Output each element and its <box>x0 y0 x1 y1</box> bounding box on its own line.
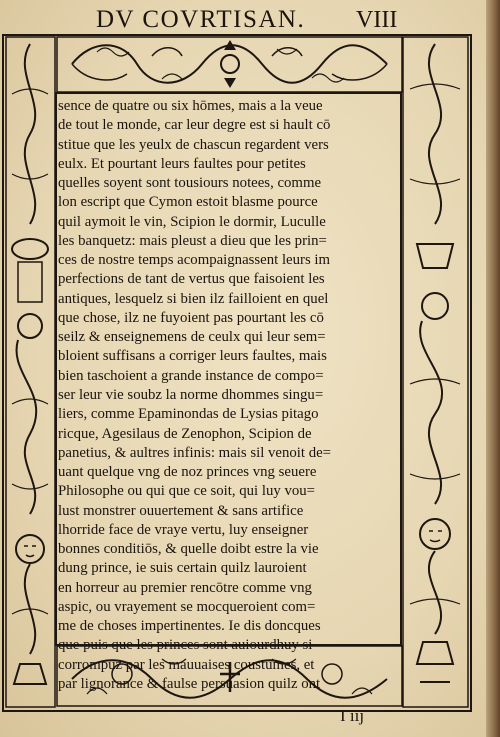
text-line: les banquetz: mais pleust a dieu que les prin= <box>58 232 327 249</box>
text-line: me de choses impertinentes. Ie dis doncques <box>58 618 321 635</box>
text-line: de tout le monde, car leur degre est si hault cō <box>58 117 331 134</box>
text-line: liers, comme Epaminondas de Lysias pitago <box>58 406 319 423</box>
text-line: corrompuz par les mauuaises coustumes, et <box>58 656 315 673</box>
text-line: stitue que les yeulx de chascun regardent vers <box>58 136 329 153</box>
text-line: bonnes conditiōs, & quelle doibt estre la vie <box>58 541 319 558</box>
text-line: lhorride face de vraye vertu, luy enseigner <box>58 521 309 538</box>
text-line: lust monstrer ouuertement & sans artifice <box>58 502 304 519</box>
text-line: ricque, Agesilaus de Zenophon, Scipion de <box>58 425 312 442</box>
text-line: quil aymoit le vin, Scipion le dormir, Luculle <box>58 213 326 230</box>
text-line: Philosophe ou qui que ce soit, qui luy vou= <box>58 483 316 500</box>
text-line: en horreur au premier rencōtre comme vng <box>58 579 312 596</box>
text-line: eulx. Et pourtant leurs faultes pour petites <box>58 155 306 172</box>
text-line: bloient suffisans a corriger leurs faultes, mais <box>58 348 327 365</box>
text-line: perfections de tant de vertus que faisoient les <box>58 271 325 288</box>
main-text-block <box>58 97 394 692</box>
running-head: DV COVRTISAN. <box>96 6 306 33</box>
signature-mark: I iij <box>340 706 365 725</box>
text-line: par lignorance & faulse persuasion quilz ont <box>58 675 321 692</box>
text-line: antiques, lesquelz si bien ilz failloient en quel <box>58 290 329 307</box>
left-ornament-column <box>6 37 55 707</box>
right-ornament-column <box>403 37 468 707</box>
text-line: quelles soyent sont tousiours notees, comme <box>58 175 322 192</box>
text-line: panetius, & aultres infinis: mais sil venoit de= <box>58 444 332 461</box>
text-line: ser leur vie soubz la norme dhommes singu= <box>58 386 324 403</box>
page-gutter-edge <box>486 0 500 737</box>
folio-number: VIII <box>356 7 398 33</box>
top-ornament-panel <box>57 37 402 92</box>
text-line: lon escript que Cymon estoit blasme pource <box>58 194 318 211</box>
text-line: que puis que les princes sont auiourdhuy si <box>58 637 313 654</box>
text-line: sence de quatre ou six hōmes, mais a la veue <box>58 98 323 114</box>
text-line: que chose, ilz ne fuyoient pas pourtant les cō <box>58 309 324 326</box>
text-line: bien taschoient a grande instance de compo= <box>58 367 324 384</box>
text-line: dung prince, ie suis certain quilz lauroient <box>58 560 307 577</box>
text-line: seilz & enseignemens de ceulx qui leur sem= <box>58 329 326 346</box>
text-line: ces de nostre temps acompaignassent leurs im <box>58 252 331 269</box>
text-line: uant quelque vng de noz princes vng seuere <box>58 464 317 481</box>
text-line: aspic, ou vrayement se mocqueroient com= <box>58 598 316 615</box>
